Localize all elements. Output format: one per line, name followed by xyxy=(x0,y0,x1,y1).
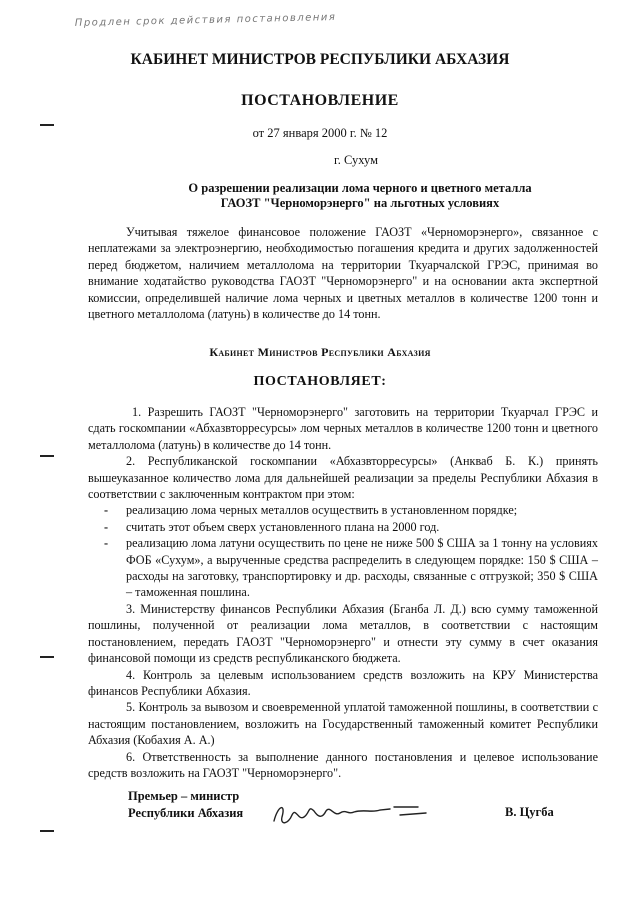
margin-mark xyxy=(40,656,54,658)
cabinet-name: Кабинет Министров Республики Абхазия xyxy=(209,345,431,359)
bullet-item: - считать этот объем сверх установленного плана на 2000 год. xyxy=(104,519,440,534)
subject-heading xyxy=(180,181,540,211)
item-1: 1. Разрешить ГАОЗТ "Черноморэнерго" заготовить на территории Ткуарчал ГРЭС и сдать госкомпании «Абхазвторресурсы» лом черных металлов в количестве 1200 тонн и цветного металлолома (латунь) в количестве до 14 тонн. xyxy=(88,405,598,452)
item-3: 3. Министерству финансов Республики Абхазия (Бганба Л. Д.) всю сумму таможенной пошлины, полученной от реализации лома металлов, в соответствии с настоящим постановлением, передать ГАОЗТ "Черноморэнерго" и отнести эту сумму в счет оказания финансовой помощи из средств республиканского бюджета. xyxy=(88,601,598,666)
subject-line-1: О разрешении реализации лома черного и цветного металла xyxy=(188,181,532,195)
margin-mark xyxy=(40,124,54,126)
document-type: ПОСТАНОВЛЕНИЕ xyxy=(241,92,399,109)
dash-mark: - xyxy=(104,503,109,518)
signer-title-line-1: Премьер – министр xyxy=(128,789,240,803)
dash-mark: - xyxy=(104,536,109,551)
document-header: КАБИНЕТ МИНИСТРОВ РЕСПУБЛИКИ АБХАЗИЯ xyxy=(130,51,510,68)
margin-mark xyxy=(40,455,54,457)
preamble: Учитывая тяжелое финансовое положение ГАОЗТ «Черноморэнерго», связанное с неплатежами за электроэнергию, необходимостью погашения кредита и других задолженностей перед бюджетом, наличием металлолома на территории Ткуарчалской ГРЭС, принимая во внимание ходатайство руководства ГАОЗТ "Черноморэнерго" и на основании акта экспертной комиссии, определившей наличие лома черных и цветных металлов в количестве 1200 тонн и цветного металлолома (латунь) в количестве до 14 тонн. xyxy=(88,225,598,322)
item-5: 5. Контроль за вывозом и своевременной уплатой таможенной пошлины, в соответствии с настоящим постановлением, возложить на Государственный таможенный комитет Республики Абхазия (Кобахия А. А.) xyxy=(88,700,598,748)
dash-mark: - xyxy=(104,519,109,534)
signer-title-line-2: Республики Абхазия xyxy=(128,806,244,820)
date-and-number: от 27 января 2000 г. № 12 xyxy=(252,126,388,140)
resolves-heading: ПОСТАНОВЛЯЕТ: xyxy=(253,374,387,389)
bullet-item: - реализацию лома черных металлов осуществить в установленном порядке; xyxy=(104,503,518,518)
signer-title xyxy=(128,788,243,822)
bullet-item: - реализацию лома латуни осуществить по цене не ниже 500 $ США за 1 тонну на условиях ФОБ «Сухум», а вырученные средства распределить в следующем порядке: 150 $ США – расходы на заготовку, транспортировку и др. расходы, связанные с отгрузкой; 350 $ США – таможенная пошлина. xyxy=(104,536,598,600)
handwritten-note: Продлен срок действия постановления xyxy=(74,11,337,29)
handwritten-signature xyxy=(268,795,438,835)
item-4: 4. Контроль за целевым использованием средств возложить на КРУ Министерства финансов Республики Абхазия. xyxy=(88,667,598,698)
signer-name: В. Цугба xyxy=(505,805,554,819)
item-2: 2. Республиканской госкомпании «Абхазвторресурсы» (Анкваб Б. К.) принять вышеуказанное количество лома для дальнейшей реализации за пределы Республики Абхазия в соответствии с заключенным контрактом при этом: xyxy=(88,454,598,502)
city: г. Сухум xyxy=(333,153,378,167)
item-2-bullets xyxy=(88,502,598,600)
margin-mark xyxy=(40,830,54,832)
resolution-items xyxy=(88,404,598,781)
item-6: 6. Ответственность за выполнение данного постановления и целевое использование средств возложить на ГАОЗТ "Черноморэнерго". xyxy=(88,749,598,780)
subject-line-2: ГАОЗТ "Черноморэнерго" на льготных условиях xyxy=(220,196,500,210)
